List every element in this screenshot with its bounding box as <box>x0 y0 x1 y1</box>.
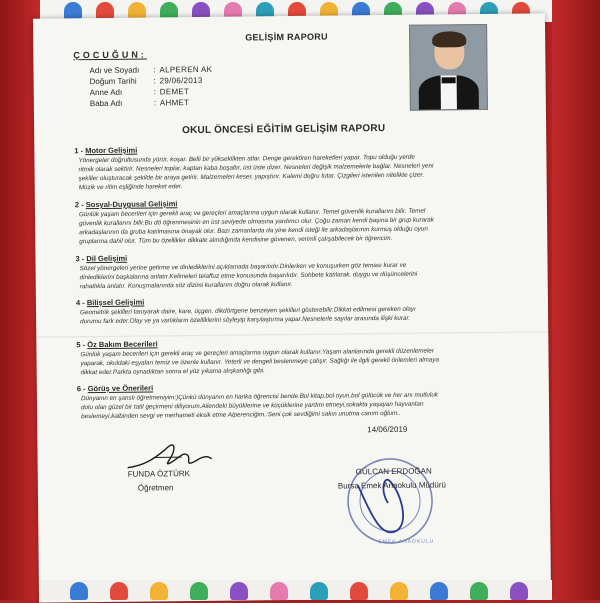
field-value-name: ALPEREN AK <box>159 64 213 75</box>
section-text-line: Günlük yaşam becerileri için gerekli araç ve gereçleri amaçlarına uygun olarak kullanır. Temel güvenlik kurallarını bilir. Temel <box>78 207 426 219</box>
section-text-line: Yönergeler doğrultusunda yürür, koşar. Belli bir yükseklikten atlar. Denge gerektiren hareketleri yapar. Topu olduğu yerde <box>78 153 415 165</box>
field-label-father: Baba Adı <box>89 98 123 109</box>
field-colon: : <box>153 87 157 97</box>
teacher-signature <box>123 437 213 474</box>
report-title: GELİŞİM RAPORU <box>245 31 328 43</box>
section-text-line: beslemeyi,kalbinden sevgi ve merhameti eksik etme Alperenciğim..Seni çok sevdiğimi sakın unutma canım oğlum.. <box>81 409 401 421</box>
section-heading-social: 2 - Sosyal-Duygusal Gelişimi <box>74 199 178 210</box>
field-label-name: Adı ve Soyadı <box>89 65 140 76</box>
section-text-line: dolu olan güzel bir tatil geçirmeni diliyorum.Ailendeki büyüklerine ve küçüklerine yardım etmeyi,sokakta yaşayan hayvanları <box>80 400 424 412</box>
section-text-line: Müzik ve ritim eşliğinde hareket eder. <box>78 183 183 192</box>
section-text-line: yaparak, okuldaki eşyaları temiz ve özenle kullanır. Yeterli ve dengeli beslenmeye çalışır. Sağlığı ile ilgili gerekli önlemleri almaya <box>80 356 440 368</box>
field-colon: : <box>153 98 157 108</box>
field-value-father: AHMET <box>159 98 190 108</box>
field-label-mother: Anne Adı <box>89 87 123 98</box>
teacher-name: FUNDA ÖZTÜRK <box>127 469 191 479</box>
principal-name: GÜLCAN ERDOĞAN <box>355 466 432 477</box>
section-text-line: rahatlıkla anlatır. Konuşmalarında söz dizimi kurallarını doğru olarak kullanır. <box>79 280 293 291</box>
section-text-line: gruplarına dahil olur. Tüm bu özellikler dikkate alındığında kendisine güvenen, verimli çalışabilecek bir öğrencim. <box>79 234 393 246</box>
section-text-line: durumu fark eder.Olay ve ya varlıkların özelliklerini söyleyip karşılaştırma yapar.Nesnelerle sayılar arasında ilişki kurar. <box>80 314 411 326</box>
section-text-line: arkadaşlarının da gruba katılmasına önayak olur. Bazı zamanlarda da yine kendi isteği ile arkadaşlarının kurmuş olduğu oyun <box>79 225 428 237</box>
field-colon: : <box>153 76 156 86</box>
child-section-label: ÇOCUĞUN: <box>73 49 147 61</box>
section-heading-language: 3 - Dil Gelişimi <box>75 253 128 264</box>
section-text-line: Günlük yaşam becerileri için gerekli araç ve gereçleri amaçlarına uygun olarak kullanır.Yaşam alanlarında gerekli düzenlemeler <box>80 347 434 359</box>
field-colon: : <box>153 65 156 75</box>
section-text-line: şekiller oluşturacak şekilde bir araya getirir. Malzemeleri keser, yapıştırır. Kalemi doğru tutar. Çizgileri istenilen nitelikte çizer. <box>78 171 425 183</box>
report-date: 14/06/2019 <box>367 424 408 435</box>
stamp-text: EMEK ANAOKULU <box>378 538 435 546</box>
section-heading-opinions: 6 - Görüş ve Önerileri <box>76 383 154 394</box>
report-document <box>33 13 551 602</box>
main-title: OKUL ÖNCESİ EĞİTİM GELİŞİM RAPORU <box>182 123 386 137</box>
field-label-birthdate: Doğum Tarihi <box>89 76 137 87</box>
red-frame-right <box>552 0 600 600</box>
principal-title: Bursa Emek Anaokulu Müdürü <box>337 480 446 491</box>
section-text-line: Geometrik şekilleri tanıyarak daire, kare, üçgen, dikdörtgene benzeyen şekilleri gösterebilir.Dikkat edilmesi gereken olayı <box>80 305 416 317</box>
section-text-line: Sözel yönergeleri yerine getirme ve dinlediklerini açıklamada başarılıdır.Dinlerken ve konuşurken göz teması kurar ve <box>79 261 407 273</box>
section-heading-motor: 1 - Motor Gelişimi <box>74 145 138 156</box>
section-heading-selfcare: 5 - Öz Bakım Becerileri <box>76 339 158 350</box>
field-value-mother: DEMET <box>159 87 190 97</box>
section-text-line: ritmik olarak sektirir. Nesneleri toplar, kaptan kaba boşaltır, üst üste dizer. Nesneleri değişik malzemelerle bağlar. Nesneleri yeni <box>78 162 434 174</box>
section-text-line: dikkat eder.Parkta oynadıktan sonra el yüz yıkama alışkanlığı gibi. <box>80 367 265 377</box>
teacher-title: Öğretmen <box>137 483 174 493</box>
paper-fold <box>36 331 548 338</box>
child-photo <box>409 24 488 111</box>
section-heading-cognitive: 4 - Bilişsel Gelişimi <box>75 297 145 308</box>
field-value-birthdate: 29/06/2013 <box>159 75 203 86</box>
section-text-line: Dünyanın en şanslı öğretmeniyim:)Çünkü dünyanın en harika öğrencisi bende.Bol kitap,bol oyun,bol gülücük ve her anı mutluluk <box>80 391 439 403</box>
section-text-line: güvenlik kurallarını bilir.Bu dö öğrenmesinin en üst seviyede olmasına yardımcı olur. Çoğu zaman kendi başına bir grup kurarak <box>79 216 434 228</box>
section-text-line: dinlediklerini başkalarına anlatır.Kelimeleri telaffuz etme konusunda başarılıdır. Sohbete katılarak, duygu ve düşüncelerini <box>79 270 418 282</box>
children-border-bottom <box>40 580 552 600</box>
